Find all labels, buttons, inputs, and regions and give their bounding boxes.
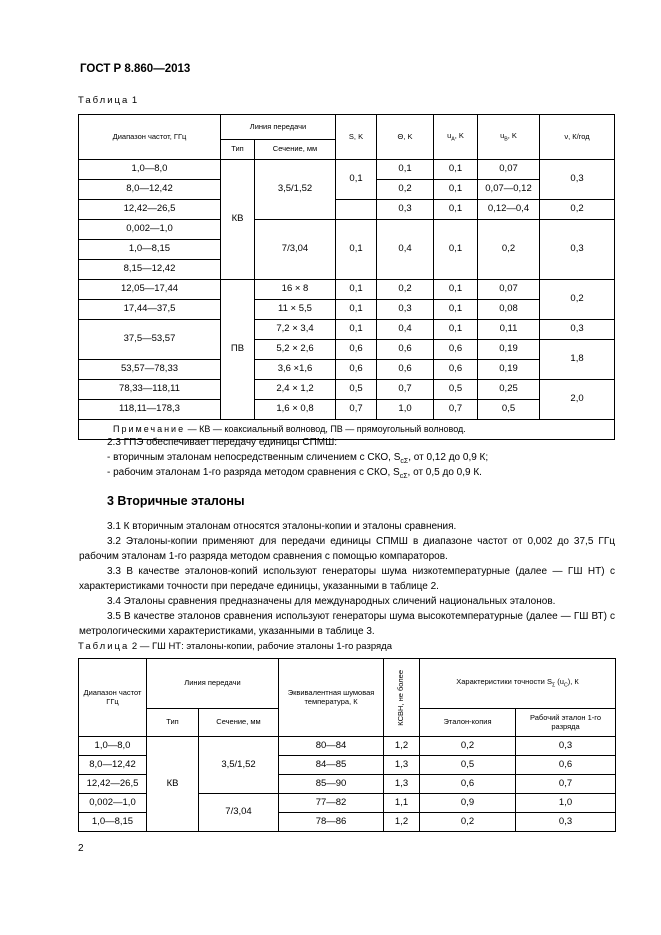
t1-cell-range: 37,5—53,57 (79, 320, 221, 360)
t2-cell-temp: 84—85 (279, 756, 384, 775)
table-row (79, 280, 615, 300)
t2-cell-work: 0,3 (516, 737, 616, 756)
table1-caption (78, 95, 137, 106)
t2-section-a: 3,5/1,52 (199, 737, 279, 794)
t1-cell-s: 0,1 (336, 280, 377, 300)
para-2-3-item-2-pre: - рабочим эталонам 1-го разряда методом сравнения с СКО, S (107, 467, 400, 478)
para-3-3: 3.3 В качестве эталонов-копий используют генераторы шума низкотемпературные (далее — ГШ НТ) с характеристиками точности при передаче единицы, указанными в таблице 2. (79, 566, 615, 592)
t2-header-copy: Эталон-копия (420, 709, 516, 737)
t2-cell-range: 12,42—26,5 (79, 775, 147, 794)
t1-nu-e: 2,0 (540, 380, 615, 420)
table-row (79, 380, 615, 400)
t1-cell-ua: 0,6 (434, 340, 478, 360)
t1-cell-section: 3,6 ×1,6 (255, 360, 336, 380)
para-2-3-item-2 (107, 465, 482, 484)
table-row (79, 300, 615, 320)
t2-cell-ksvn: 1,2 (384, 737, 420, 756)
t1-header-ua-unit: , K (454, 130, 464, 140)
t1-header-nu: ν, К/год (540, 115, 615, 160)
document-header: ГОСТ Р 8.860—2013 (80, 63, 191, 75)
para-2-3-item-2-post: , от 0,5 до 0,9 К. (407, 467, 482, 478)
t1-cell-range: 0,002—1,0 (79, 220, 221, 240)
t1-header-type: Тип (221, 140, 255, 160)
t2-cell-ksvn: 1,3 (384, 775, 420, 794)
t1-cell-s: 0,7 (336, 400, 377, 420)
table2-caption-word: Таблица (78, 641, 130, 652)
table2-caption-rest: 2 — ГШ НТ: эталоны-копии, рабочие эталоны 1-го разряда (131, 641, 392, 652)
t1-cell-range: 8,0—12,42 (79, 180, 221, 200)
para-3-5: 3.5 В качестве эталонов сравнения используют генераторы шума высокотемпературные (далее — ГШ ВТ) с метрологическими характеристиками, указанными в таблице 3. (79, 611, 615, 637)
t1-cell-theta: 0,6 (377, 360, 434, 380)
t1-header-ua (434, 115, 478, 160)
t2-cell-work: 0,3 (516, 813, 616, 832)
t1-cell-section: 5,2 × 2,6 (255, 340, 336, 360)
t2-cell-copy: 0,2 (420, 813, 516, 832)
t1-cell-theta: 0,2 (377, 280, 434, 300)
table1-note-text: — КВ — коаксиальный волновод, ПВ — прямоугольный волновод. (185, 424, 466, 435)
t1-cell-range: 1,0—8,15 (79, 240, 221, 260)
t1-s-kv-b: 0,1 (336, 220, 377, 280)
t2-cell-copy: 0,9 (420, 794, 516, 813)
t1-cell-range: 12,05—17,44 (79, 280, 221, 300)
t1-cell-theta: 0,4 (377, 320, 434, 340)
t1-cell-ub: 0,5 (478, 400, 540, 420)
t1-header-ub-sym: u (500, 130, 505, 140)
t1-cell-s: 0,1 (336, 300, 377, 320)
t2-header-section: Сечение, мм (199, 709, 279, 737)
t1-nu-c: 0,2 (540, 280, 615, 320)
t2-type-kv: КВ (147, 737, 199, 832)
t1-cell-theta: 1,0 (377, 400, 434, 420)
t2-header-working: Рабочий эталон 1-го разряда (516, 709, 616, 737)
t1-section-kv-b: 7/3,04 (255, 220, 336, 280)
t1-cell-range: 12,42—26,5 (79, 200, 221, 220)
t2-header-accuracy-post: ), К (567, 677, 579, 687)
t1-ub-kv-b: 0,2 (478, 220, 540, 280)
t1-header-ua-sub: A (451, 136, 455, 143)
t1-header-line: Линия передачи (221, 115, 336, 140)
t1-cell-theta: 0,3 (377, 300, 434, 320)
t1-cell-range: 1,0—8,0 (79, 160, 221, 180)
para-2-3-item-1-pre: - вторичным эталонам непосредственным сличением с СКО, S (107, 452, 401, 463)
t1-type-pv: ПВ (221, 280, 255, 420)
table-2 (78, 658, 616, 832)
t2-header-accuracy (420, 659, 616, 709)
t1-header-s: S, K (336, 115, 377, 160)
t1-nu-d: 1,8 (540, 340, 615, 380)
t2-cell-work: 0,6 (516, 756, 616, 775)
t2-cell-temp: 85—90 (279, 775, 384, 794)
t2-cell-temp: 80—84 (279, 737, 384, 756)
t1-cell-section: 7,2 × 3,4 (255, 320, 336, 340)
para-2-3-item-2-sub: cΣ (399, 473, 408, 480)
t1-section-kv-a: 3,5/1,52 (255, 160, 336, 220)
t2-header-accuracy-sub2: C (563, 682, 568, 689)
t1-header-theta: Θ, K (377, 115, 434, 160)
t1-header-range: Диапазон частот, ГГц (79, 115, 221, 160)
page-number: 2 (78, 843, 84, 854)
table1-note-word: Примечание (113, 424, 186, 435)
t1-cell-ub: 0,07—0,12 (478, 180, 540, 200)
t1-cell-s: 0,1 (336, 320, 377, 340)
t2-header-ksvn: КСВН, не более (396, 669, 406, 726)
t1-cell-section: 2,4 × 1,2 (255, 380, 336, 400)
t1-header-section: Сечение, мм (255, 140, 336, 160)
table2-caption (78, 641, 392, 652)
t1-cell-theta: 0,3 (377, 200, 434, 220)
t2-cell-copy: 0,5 (420, 756, 516, 775)
t1-cell-ub: 0,25 (478, 380, 540, 400)
t1-cell-nu: 0,2 (540, 200, 615, 220)
t2-header-line: Линия передачи (147, 659, 279, 709)
table-row (79, 160, 615, 180)
t1-cell-ua: 0,1 (434, 200, 478, 220)
t1-cell-theta: 0,7 (377, 380, 434, 400)
t1-cell-section: 11 × 5,5 (255, 300, 336, 320)
t1-header-ua-sym: u (447, 130, 452, 140)
t1-type-kv: КВ (221, 160, 255, 280)
table1-caption-number: 1 (131, 95, 138, 106)
t2-header-accuracy-mid: (u (555, 677, 564, 687)
t1-cell-ua: 0,1 (434, 160, 478, 180)
t1-cell-ub: 0,07 (478, 280, 540, 300)
t2-cell-range: 8,0—12,42 (79, 756, 147, 775)
t1-cell-s-blank (336, 200, 377, 220)
t1-cell-s: 0,6 (336, 360, 377, 380)
t2-cell-range: 0,002—1,0 (79, 794, 147, 813)
para-2-3: 2.3 ГПЭ обеспечивает передачу единицы СПМШ: (107, 437, 338, 448)
t2-header-ksvn-cell (384, 659, 420, 737)
para-2-3-item-1-post: , от 0,12 до 0,9 К; (408, 452, 489, 463)
t1-nu-a: 0,3 (540, 160, 615, 200)
t1-cell-ua: 0,6 (434, 360, 478, 380)
t2-cell-ksvn: 1,3 (384, 756, 420, 775)
t2-cell-temp: 78—86 (279, 813, 384, 832)
t1-nu-b: 0,3 (540, 220, 615, 280)
para-2-3-item-1-sub: cΣ (400, 458, 409, 465)
table-row (79, 320, 615, 340)
table1-caption-word: Таблица (78, 95, 130, 106)
table-row (79, 400, 615, 420)
t1-cell-theta: 0,6 (377, 340, 434, 360)
t1-cell-theta: 0,1 (377, 160, 434, 180)
t1-cell-s: 0,5 (336, 380, 377, 400)
t1-cell-ub: 0,12—0,4 (478, 200, 540, 220)
t1-cell-range: 78,33—118,11 (79, 380, 221, 400)
t1-cell-section: 16 × 8 (255, 280, 336, 300)
para-3-1: 3.1 К вторичным эталонам относятся эталоны-копии и эталоны сравнения. (107, 521, 457, 532)
t1-cell-ub: 0,07 (478, 160, 540, 180)
table-row (79, 220, 615, 240)
t1-cell-range: 118,11—178,3 (79, 400, 221, 420)
t1-cell-range: 17,44—37,5 (79, 300, 221, 320)
t1-header-ub-unit: , K (507, 130, 517, 140)
t2-cell-copy: 0,2 (420, 737, 516, 756)
t2-header-type: Тип (147, 709, 199, 737)
t1-cell-ua: 0,1 (434, 300, 478, 320)
t1-cell-ub: 0,19 (478, 360, 540, 380)
table-row (79, 360, 615, 380)
t2-cell-copy: 0,6 (420, 775, 516, 794)
table-row (79, 737, 616, 756)
table-row (79, 200, 615, 220)
t1-cell-ua: 0,5 (434, 380, 478, 400)
para-3-4: 3.4 Эталоны сравнения предназначены для международных сличений национальных эталонов. (107, 596, 556, 607)
t2-header-accuracy-sub: Σ (551, 682, 556, 689)
t1-cell-ub: 0,08 (478, 300, 540, 320)
section-3-title: 3 Вторичные эталоны (107, 494, 245, 508)
t2-header-accuracy-pre: Характеристики точности S (456, 677, 552, 687)
t1-cell-s: 0,6 (336, 340, 377, 360)
t2-cell-range: 1,0—8,15 (79, 813, 147, 832)
table-1 (78, 114, 615, 440)
t1-cell-ub: 0,19 (478, 340, 540, 360)
t1-cell-ub: 0,11 (478, 320, 540, 340)
t2-cell-ksvn: 1,2 (384, 813, 420, 832)
t2-cell-range: 1,0—8,0 (79, 737, 147, 756)
t1-cell-ua: 0,1 (434, 180, 478, 200)
para-3-2: 3.2 Эталоны-копии применяют для передачи единицы СПМШ в диапазоне частот от 0,002 до 37,5 ГГц рабочим эталонам 1-го разряда методом сравнения с помощью компараторов. (79, 536, 615, 562)
t1-cell-section: 1,6 × 0,8 (255, 400, 336, 420)
t1-cell-range: 53,57—78,33 (79, 360, 221, 380)
t1-ua-kv-b: 0,1 (434, 220, 478, 280)
t1-header-ub (478, 115, 540, 160)
t2-cell-work: 0,7 (516, 775, 616, 794)
t2-cell-temp: 77—82 (279, 794, 384, 813)
t1-cell-nu: 0,3 (540, 320, 615, 340)
t2-cell-work: 1,0 (516, 794, 616, 813)
t2-header-temp: Эквивалентная шумовая температура, К (279, 659, 384, 737)
t1-cell-ua: 0,1 (434, 320, 478, 340)
t2-cell-ksvn: 1,1 (384, 794, 420, 813)
t2-section-b: 7/3,04 (199, 794, 279, 832)
t1-cell-range: 8,15—12,42 (79, 260, 221, 280)
t1-s-kv-a: 0,1 (336, 160, 377, 200)
t2-header-range: Диапазон частот ГГц (79, 659, 147, 737)
t1-cell-ua: 0,1 (434, 280, 478, 300)
t1-header-ub-sub: B (504, 136, 508, 143)
t1-cell-ua: 0,7 (434, 400, 478, 420)
t1-theta-kv-b: 0,4 (377, 220, 434, 280)
t1-cell-theta: 0,2 (377, 180, 434, 200)
